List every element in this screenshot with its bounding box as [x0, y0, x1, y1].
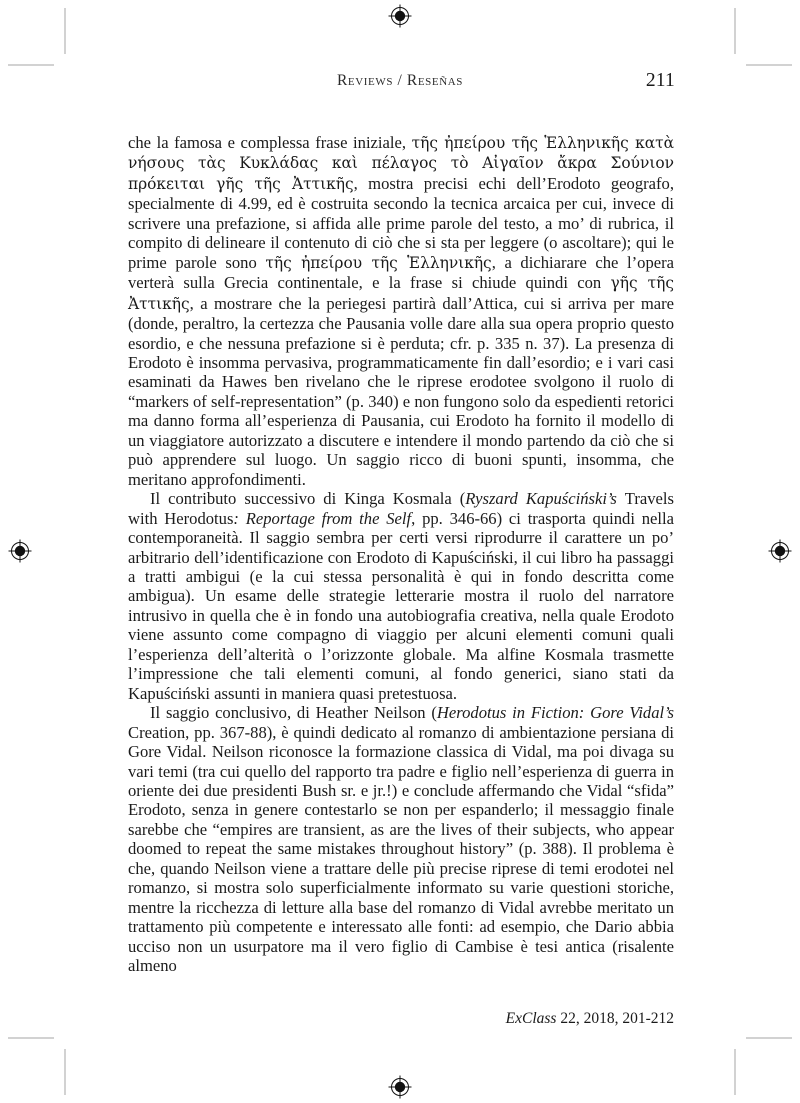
text-run: , pp. 367-88), è quindi dedicato al romanzo di ambientazione persiana di Gore Vidal. Neilson riconosce la formazione classica di Vidal, ma poi divaga su vari temi (tra cui quello del rapporto tra padre e figlio nell’esperienza di guerra in oriente dei due presidenti Bush sr. e jr.!) e conclude affermando che Vidal “sfida” Erodoto, senza in genere contestarlo se non per espanderlo; il messaggio finale sarebbe che “empires are transient, as are the lives of their subjects, who appear doomed to repeat the same mistakes throughout history” (p. 388). Il problema è che, quando Neilson viene a trattare delle più precise riprese di temi erodotei nel romanzo, si mostra solo superficialmente informato su varie questioni storiche, mentre la ricchezza di letture alla base del romanzo di Vidal avrebbe meritato un trattamento più competente e interessato alle fonti: ad esempio, che Dario abbia ucciso non un usurpatore ma il vero figlio di Cambise è tesi antica (risalente almeno	[128, 722, 674, 976]
paragraph-hawes	[128, 133, 674, 489]
italic-title: : Reportage from the Self	[233, 508, 412, 528]
body-text	[128, 133, 674, 975]
footer-citation	[128, 1010, 674, 1028]
text-run: che la famosa e complessa frase iniziale,	[128, 133, 412, 152]
text-run: , pp. 346-66) ci trasporta quindi nella contemporaneità. Il saggio sembra per certi versi riprodurre il carattere un po’ arbitrario dell’identificazione con Erodoto di Kapuściński, il cui libro ha passaggi a tratti ambigui (e la cui stessa personalità è qui in fondo descritta come ambigua). Un esame delle strategie letterarie mostra il ruolo del narratore intrusivo in quella che è in fondo una autobiografia creativa, nella quale Erodoto viene assunto come compagno di viaggio per alcuni elementi comuni quali l’esperienza dell’alterità o l’orizzonte globale. Ma alfine Kosmala trasmette l’impressione che tali elementi comuni, al fondo generici, siano stati da Kapuściński assunti in maniera quasi pretestuosa.	[128, 508, 674, 703]
text-run: Il contributo successivo di Kinga Kosmala (	[150, 489, 466, 509]
paragraph-kosmala	[128, 489, 674, 703]
greek-quotation: τῆς ἠπείρου τῆς Ἑλληνικῆς	[265, 253, 492, 272]
registration-target-icon-top	[387, 3, 413, 29]
journal-name: ExClass	[505, 1010, 557, 1027]
paragraph-neilson	[128, 703, 674, 975]
registration-target-icon-right	[767, 538, 793, 564]
crop-mark-top-right-vertical	[734, 8, 736, 54]
text-run: Creation	[128, 722, 186, 742]
registration-target-icon-left	[7, 538, 33, 564]
page-number: 211	[645, 70, 675, 91]
running-head	[125, 72, 675, 96]
text-run: Il saggio conclusivo, di Heather Neilson (	[150, 703, 437, 723]
crop-mark-bottom-left-vertical	[64, 1049, 66, 1095]
text-run: Travels with Herodotus	[128, 489, 674, 528]
crop-mark-top-left-vertical	[64, 8, 66, 54]
crop-mark-bottom-right-horizontal	[746, 1037, 792, 1039]
greek-quotation: γῆς τῆς Ἀττικῆς	[128, 274, 674, 313]
crop-mark-top-right-horizontal	[746, 64, 792, 66]
italic-title: Ryszard Kapuściński’s	[465, 489, 625, 509]
italic-title: Herodotus in Fiction: Gore Vidal’s	[436, 703, 674, 723]
running-head-title: Reviews / Reseñas	[336, 72, 464, 89]
text-run: , a mostrare che la periegesi partirà dall’Attica, cui si arriva per mare (donde, peraltro, la certezza che Pausania volle dare alla sua opera proprio questo esordio, e che nessuna prefazione si è perduta; cfr. p. 335 n. 37). La presenza di Erodoto è insomma pervasiva, programmaticamente fin dall’esordio; e i vari casi esaminati da Hawes ben rivelano che le riprese erodotee svolgono il ruolo di “markers of self-representation” (p. 340) e non fungono solo da espedienti retorici ma danno forma all’esperienza di Pausania, cui Erodoto ha fornito il modello di un viaggiatore autorizzato a discutere e intendere il mondo partendo da ciò che si può apprendere sul luogo. Un saggio ricco di buoni spunti, insomma, che meritano approfondimenti.	[128, 293, 674, 489]
crop-mark-top-left-horizontal	[8, 64, 54, 66]
crop-mark-bottom-right-vertical	[734, 1049, 736, 1095]
text-run: , mostra precisi echi dell’Erodoto geografo, specialmente di 4.99, ed è costruita secondo la tecnica arcaica per cui, invece di scrivere una prefazione, si affida alle prime parole del testo, a mo’ di rubrica, il compito di delineare il contenuto di ciò che si sta per leggere (o ascoltare); qui le prime parole sono	[128, 173, 674, 272]
registration-target-icon-bottom	[387, 1074, 413, 1100]
text-run: , a dichiarare che l’opera verterà sulla Grecia continentale, e la frase si chiude quindi con	[128, 252, 674, 293]
footer-volume-year-pages: 22, 2018, 201-212	[556, 1010, 674, 1027]
crop-mark-bottom-left-horizontal	[8, 1037, 54, 1039]
greek-quotation: τῆς ἠπείρου τῆς Ἑλληνικῆς κατὰ νήσους τὰς Κυκλάδας καὶ πέλαγος τὸ Αἰγαῖον ἄκρα Σούνιον πρόκειται γῆς τῆς Ἀττικῆς	[128, 134, 674, 193]
